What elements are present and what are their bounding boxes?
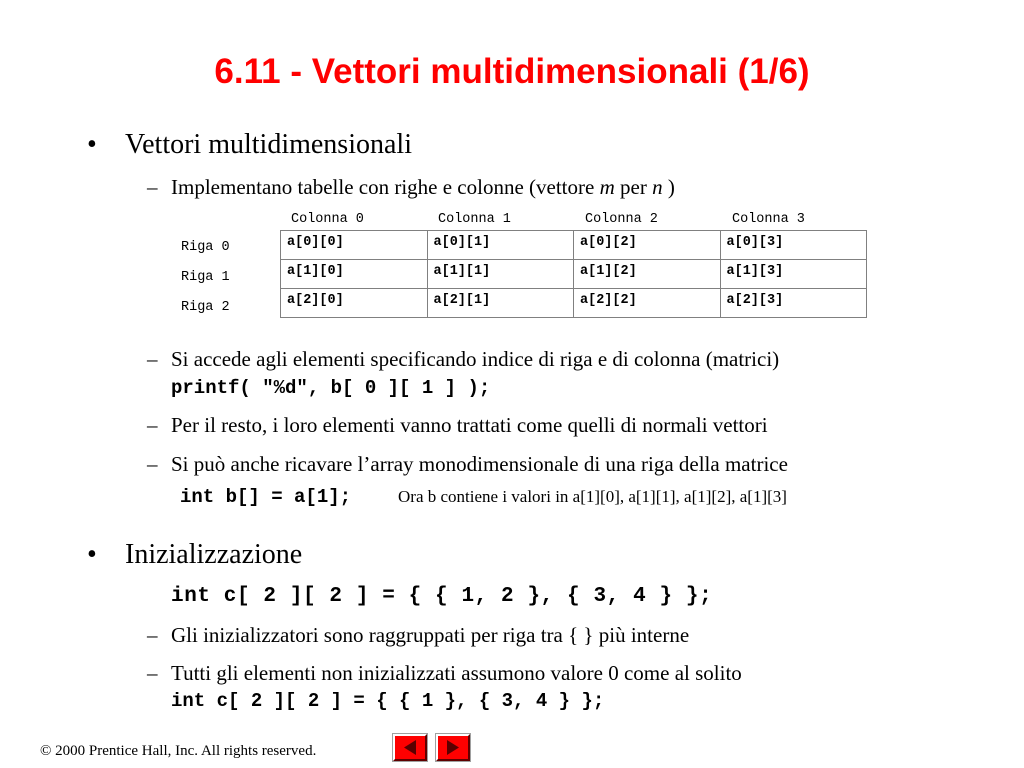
- note-ora-b: Ora b contiene i valori in a[1][0], a[1][1], a[1][2], a[1][3]: [398, 487, 787, 506]
- bullet-inizializzazione: Inizializzazione: [125, 539, 303, 570]
- row-header-0: Riga 0: [181, 240, 230, 255]
- text-segment: ): [662, 175, 675, 199]
- text-segment: per: [614, 175, 653, 199]
- right-arrow-icon: [438, 736, 468, 759]
- table-cell: a[0][2]: [574, 231, 721, 260]
- dash-marker: –: [147, 623, 158, 647]
- text-segment: Implementano tabelle con righe e colonne (vettore: [171, 175, 600, 199]
- table-cell: a[0][1]: [427, 231, 574, 260]
- table-cell: a[1][2]: [574, 260, 721, 289]
- footer-copyright: © 2000 Prentice Hall, Inc. All rights reserved.: [40, 743, 317, 759]
- bullet-marker: •: [87, 539, 97, 570]
- row-header-1: Riga 1: [181, 270, 230, 285]
- table-cell: a[0][3]: [720, 231, 867, 260]
- table-cell: a[2][0]: [281, 289, 428, 318]
- dash-marker: –: [147, 175, 158, 199]
- row-header-2: Riga 2: [181, 300, 230, 315]
- subitem-si-puo: Si può anche ricavare l’array monodimensionale di una riga della matrice: [171, 452, 788, 476]
- table-row: [281, 231, 867, 260]
- bullet-marker: •: [87, 129, 97, 160]
- table-cell: a[1][3]: [720, 260, 867, 289]
- subitem-per-il-resto: Per il resto, i loro elementi vanno trattati come quelli di normali vettori: [171, 413, 768, 437]
- slide-title: 6.11 - Vettori multidimensionali (1/6): [214, 52, 810, 91]
- subitem-si-accede: Si accede agli elementi specificando indice di riga e di colonna (matrici): [171, 347, 780, 371]
- left-arrow-icon: [395, 736, 425, 759]
- subitem-tutti-gli-elementi: Tutti gli elementi non inizializzati assumono valore 0 come al solito: [171, 661, 742, 685]
- table-cell: a[1][1]: [427, 260, 574, 289]
- column-header-2: Colonna 2: [585, 212, 658, 227]
- table-row: [281, 289, 867, 318]
- table-cell: a[0][0]: [281, 231, 428, 260]
- dash-marker: –: [147, 661, 158, 685]
- column-header-0: Colonna 0: [291, 212, 364, 227]
- next-slide-button[interactable]: [436, 734, 470, 761]
- bullet-vettori-multidimensionali: Vettori multidimensionali: [125, 129, 412, 160]
- code-int-b: int b[] = a[1];: [180, 486, 352, 508]
- table-cell: a[1][0]: [281, 260, 428, 289]
- dash-marker: –: [147, 347, 158, 371]
- array-table: [280, 230, 867, 318]
- column-header-1: Colonna 1: [438, 212, 511, 227]
- var-m: m: [599, 175, 615, 199]
- dash-marker: –: [147, 413, 158, 437]
- subitem-implementano: [171, 175, 675, 199]
- prev-slide-button[interactable]: [393, 734, 427, 761]
- table-row: [281, 260, 867, 289]
- subitem-gli-inizializzatori: Gli inizializzatori sono raggruppati per riga tra { } più interne: [171, 623, 690, 647]
- code-init-partial: int c[ 2 ][ 2 ] = { { 1 }, { 3, 4 } };: [171, 690, 605, 712]
- code-printf: printf( "%d", b[ 0 ][ 1 ] );: [171, 377, 491, 399]
- table-cell: a[2][1]: [427, 289, 574, 318]
- table-cell: a[2][3]: [720, 289, 867, 318]
- var-n: n: [652, 175, 663, 199]
- column-header-3: Colonna 3: [732, 212, 805, 227]
- dash-marker: –: [147, 452, 158, 476]
- code-init-full: int c[ 2 ][ 2 ] = { { 1, 2 }, { 3, 4 } };: [171, 585, 713, 608]
- table-cell: a[2][2]: [574, 289, 721, 318]
